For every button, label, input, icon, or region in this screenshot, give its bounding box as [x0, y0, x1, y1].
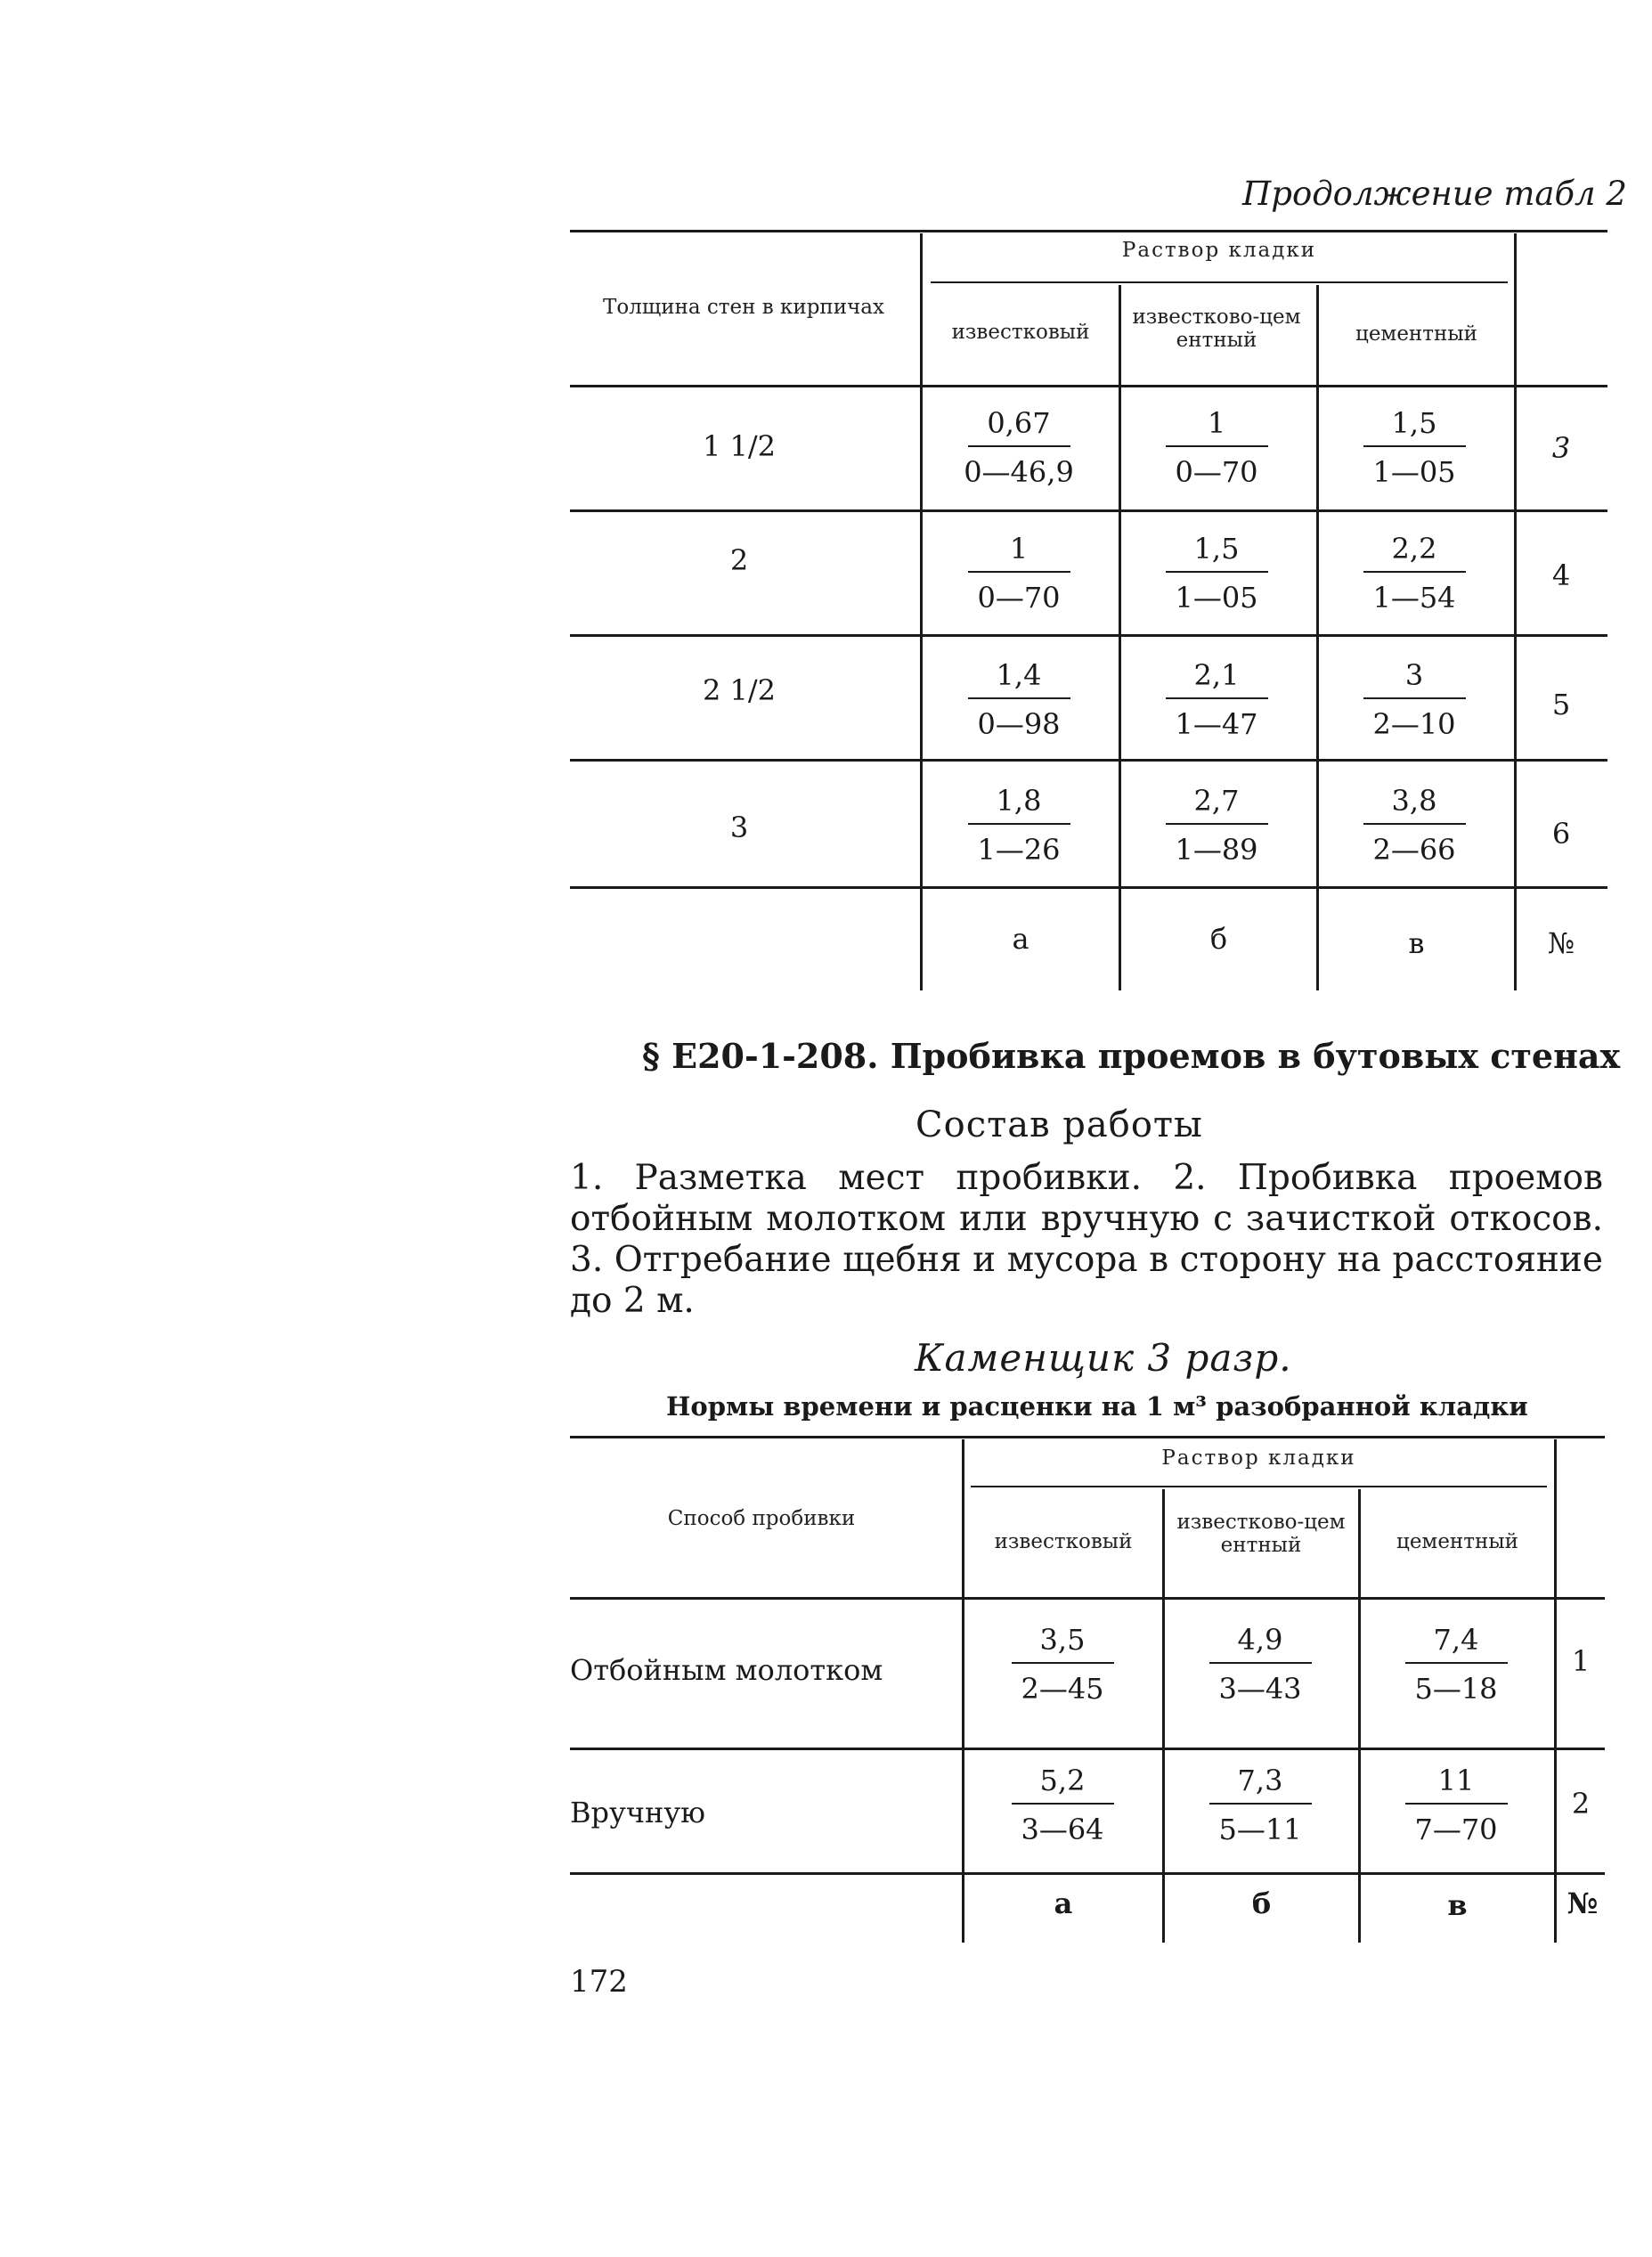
t2-col-cement: цементный: [1396, 1530, 1518, 1553]
t1-fraction: 1,5 1—05: [1127, 528, 1306, 617]
t2-footer-a: а: [1054, 1886, 1073, 1920]
t2-row-label: Отбойным молотком: [570, 1653, 883, 1687]
t1-header-thickness: Толщина стен в кирпичах: [603, 296, 884, 319]
t2-header-mortar: Раствор кладки: [1161, 1446, 1356, 1470]
t1-fraction: 1 0—70: [930, 528, 1108, 617]
t1-row-number: 6: [1551, 817, 1571, 851]
t1-fraction: 1,5 1—05: [1325, 403, 1503, 492]
t2-row-number: 2: [1571, 1787, 1591, 1821]
norms-title: Нормы времени и расценки на 1 м³ разобранной кладки: [666, 1391, 1528, 1422]
t2-fraction: 7,3 5—11: [1171, 1760, 1349, 1849]
t2-footer-b: б: [1251, 1886, 1272, 1920]
t2-header-method: Способ пробивки: [667, 1507, 856, 1530]
t1-fraction: 3,8 2—66: [1325, 780, 1503, 869]
t2-fraction: 7,4 5—18: [1367, 1619, 1545, 1708]
t1-row-label: 2 1/2: [702, 673, 777, 707]
t1-fraction: 0,67 0—46,9: [964, 406, 1074, 489]
t1-fraction: 2,2 1—54: [1325, 528, 1503, 617]
t2-fraction: 4,9 3—43: [1171, 1619, 1349, 1708]
t1-row-label: 2: [729, 543, 749, 577]
t2-fraction: 11 7—70: [1367, 1760, 1545, 1849]
t1-header-mortar: Раствор кладки: [1121, 239, 1317, 262]
work-composition-heading: Состав работы: [916, 1104, 1203, 1145]
section-title: § Е20-1-208. Пробивка проемов в бутовых стенах: [642, 1036, 1621, 1076]
t1-fraction: 2,7 1—89: [1127, 780, 1306, 869]
t1-row-number: 4: [1551, 558, 1571, 592]
t1-row-label: 1 1/2: [702, 429, 777, 463]
work-composition-text: 1. Разметка мест пробивки. 2. Пробивка проемов отбойным молотком или вручную с зачисткой откосов. 3. Отгребание щебня и мусора в сторону на расстояние до 2 м.: [570, 1158, 1603, 1321]
t2-fraction: 5,2 3—64: [973, 1760, 1152, 1849]
t1-fraction: 1,8 1—26: [930, 780, 1108, 869]
t1-footer-b: б: [1209, 922, 1228, 956]
t1-col-cement: цементный: [1355, 322, 1477, 346]
t2-row-label: Вручную: [570, 1796, 705, 1829]
t1-footer-no: №: [1547, 926, 1575, 960]
continuation-note: Продолжение табл 2: [1242, 175, 1627, 213]
t1-col-lime: известковый: [951, 321, 1090, 344]
t1-fraction: 2,1 1—47: [1127, 655, 1306, 744]
t1-footer-a: а: [1012, 922, 1029, 956]
t1-fraction: 1 0—70: [1127, 403, 1306, 492]
t1-fraction: 1,4 0—98: [930, 655, 1108, 744]
t1-footer-v: в: [1408, 926, 1425, 960]
t2-col-lime-cement: известково-цементный: [1176, 1511, 1346, 1557]
t1-fraction: 3 2—10: [1325, 655, 1503, 744]
worker-grade: Каменщик 3 разр.: [915, 1336, 1292, 1380]
t1-row-number: 5: [1551, 688, 1571, 721]
t2-footer-v: в: [1447, 1888, 1468, 1922]
t2-col-lime: известковый: [994, 1530, 1133, 1553]
t1-row-number: 3: [1551, 431, 1571, 465]
t2-row-number: 1: [1571, 1644, 1591, 1678]
t2-footer-no: №: [1567, 1886, 1599, 1920]
page-number: 172: [570, 1964, 628, 2000]
t1-row-label: 3: [729, 811, 749, 844]
t2-fraction: 3,5 2—45: [973, 1619, 1152, 1708]
t1-col-lime-cement: известково-цементный: [1132, 306, 1301, 352]
